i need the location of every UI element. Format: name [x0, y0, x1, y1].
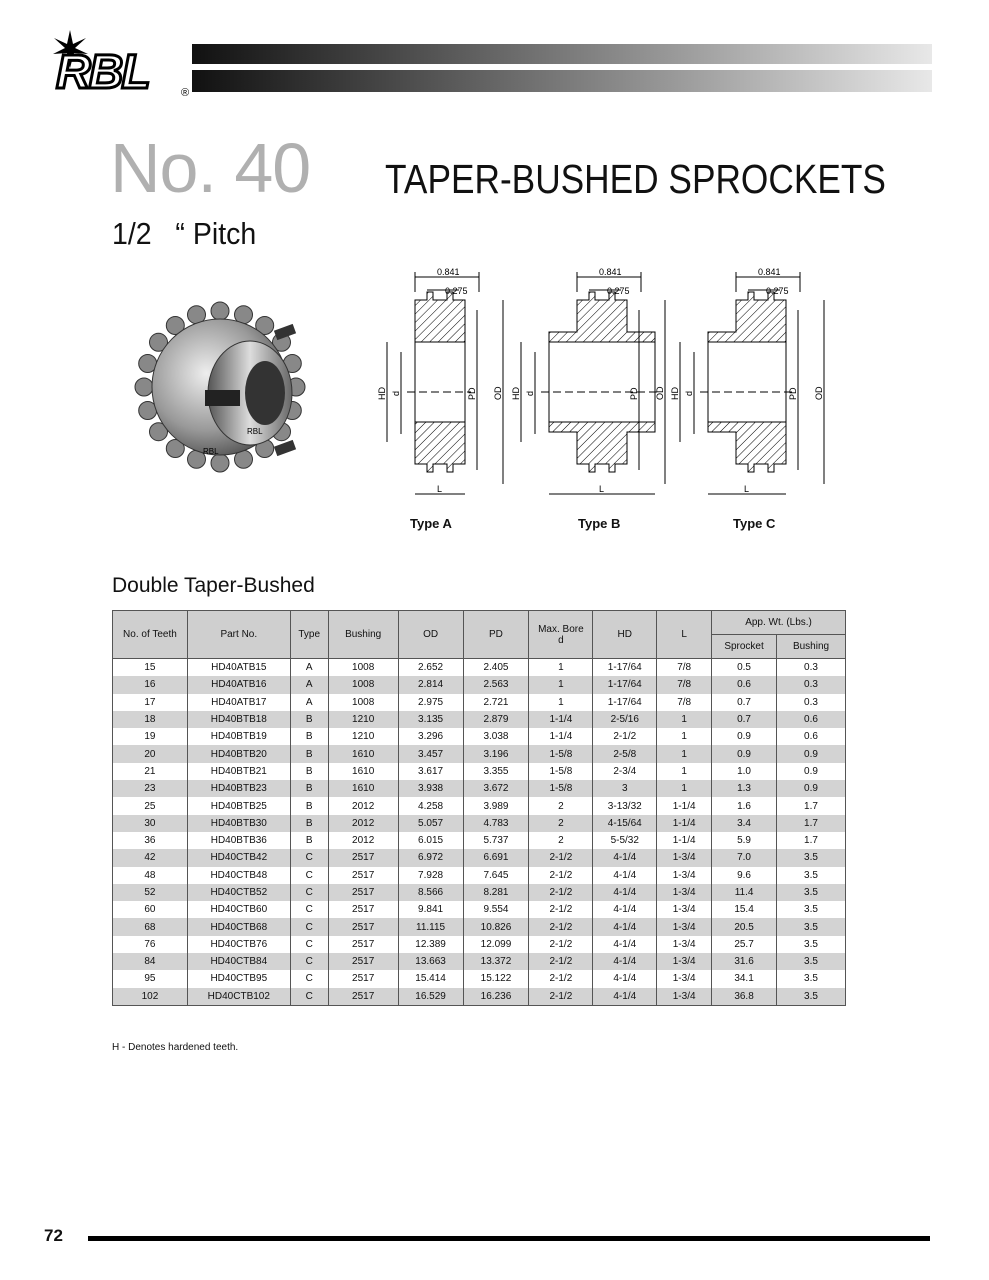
table-cell: 4-1/4	[593, 867, 657, 884]
table-cell: 2-1/2	[529, 936, 593, 953]
table-cell: HD40CTB84	[187, 953, 290, 970]
table-cell: 1-17/64	[593, 676, 657, 693]
col-header-bushing: Bushing	[328, 611, 398, 659]
col-header-weight: App. Wt. (Lbs.)	[712, 611, 846, 635]
table-cell: 5-5/32	[593, 832, 657, 849]
product-number: No. 40	[110, 129, 311, 207]
table-cell: 4-1/4	[593, 988, 657, 1006]
table-cell: 1.7	[777, 815, 846, 832]
table-cell: 5.057	[398, 815, 463, 832]
svg-text:®: ®	[181, 87, 190, 99]
table-cell: HD40ATB15	[187, 659, 290, 677]
table-cell: 0.7	[712, 694, 777, 711]
dim-l: L	[599, 484, 605, 494]
table-cell: 1.3	[712, 780, 777, 797]
table-cell: 5.9	[712, 832, 777, 849]
table-cell: 1-3/4	[657, 918, 712, 935]
table-cell: 4.258	[398, 797, 463, 814]
dim-od: OD	[493, 386, 503, 400]
dim-hd: HD	[377, 387, 387, 400]
table-cell: B	[290, 797, 328, 814]
table-cell: 2517	[328, 988, 398, 1006]
diagram-type-a	[365, 262, 525, 507]
table-cell: 6.691	[463, 849, 529, 866]
table-cell: 19	[113, 728, 188, 745]
dim-pd: PD	[467, 387, 477, 400]
table-cell: C	[290, 970, 328, 987]
col-header-hd: HD	[593, 611, 657, 659]
table-cell: 2-5/8	[593, 745, 657, 762]
table-cell: 0.3	[777, 659, 846, 677]
table-cell: 2-1/2	[529, 884, 593, 901]
table-cell: 3.989	[463, 797, 529, 814]
table-cell: 3.457	[398, 745, 463, 762]
type-c-label: Type C	[733, 516, 776, 531]
table-cell: 3.196	[463, 745, 529, 762]
table-cell: 1210	[328, 711, 398, 728]
table-cell: HD40BTB19	[187, 728, 290, 745]
table-row	[113, 676, 846, 693]
photo-label: RBL	[247, 427, 263, 436]
table-cell: A	[290, 659, 328, 677]
table-row	[113, 694, 846, 711]
table-cell: 9.554	[463, 901, 529, 918]
table-cell: A	[290, 676, 328, 693]
table-cell: 3.672	[463, 780, 529, 797]
diagram-type-c	[670, 262, 846, 507]
col-header-teeth: No. of Teeth	[113, 611, 188, 659]
table-cell: 2517	[328, 849, 398, 866]
table-cell: 1-1/4	[657, 832, 712, 849]
table-cell: 2517	[328, 867, 398, 884]
table-row	[113, 659, 846, 677]
pitch-unit: “ Pitch	[175, 216, 257, 251]
table-cell: 3.5	[777, 953, 846, 970]
svg-text:RBL: RBL	[56, 46, 149, 99]
table-cell: 1-3/4	[657, 901, 712, 918]
table-cell: 0.6	[777, 728, 846, 745]
table-cell: 1.0	[712, 763, 777, 780]
table-cell: HD40ATB17	[187, 694, 290, 711]
sprocket-table	[112, 610, 846, 1006]
table-cell: 9.6	[712, 867, 777, 884]
table-cell: 12.389	[398, 936, 463, 953]
table-cell: 2-1/2	[529, 988, 593, 1006]
table-cell: 31.6	[712, 953, 777, 970]
table-cell: 2517	[328, 970, 398, 987]
table-cell: B	[290, 711, 328, 728]
table-row	[113, 953, 846, 970]
table-cell: 7.928	[398, 867, 463, 884]
table-cell: 102	[113, 988, 188, 1006]
table-cell: 0.9	[712, 745, 777, 762]
table-cell: 4-1/4	[593, 849, 657, 866]
table-cell: 4-1/4	[593, 970, 657, 987]
table-cell: 15.414	[398, 970, 463, 987]
table-cell: 1-1/4	[657, 797, 712, 814]
pitch-label	[112, 216, 256, 252]
table-cell: 2.879	[463, 711, 529, 728]
page-number: 72	[44, 1226, 63, 1245]
table-cell: 17	[113, 694, 188, 711]
table-cell: 21	[113, 763, 188, 780]
table-cell: C	[290, 867, 328, 884]
table-row	[113, 763, 846, 780]
table-cell: 13.372	[463, 953, 529, 970]
table-cell: 2.563	[463, 676, 529, 693]
table-cell: 76	[113, 936, 188, 953]
table-cell: A	[290, 694, 328, 711]
table-cell: 0.9	[777, 780, 846, 797]
table-cell: 3	[593, 780, 657, 797]
table-cell: 0.6	[777, 711, 846, 728]
table-cell: 1008	[328, 694, 398, 711]
table-cell: HD40CTB76	[187, 936, 290, 953]
table-cell: HD40BTB36	[187, 832, 290, 849]
table-row	[113, 832, 846, 849]
table-cell: 2517	[328, 884, 398, 901]
dim-l: L	[437, 484, 443, 494]
table-cell: 20	[113, 745, 188, 762]
col-header-bore	[529, 611, 593, 659]
table-cell: 2	[529, 832, 593, 849]
footnote: H - Denotes hardened teeth.	[112, 1042, 239, 1053]
table-cell: 7.0	[712, 849, 777, 866]
table-cell: 12.099	[463, 936, 529, 953]
table-row	[113, 728, 846, 745]
table-cell: 3.938	[398, 780, 463, 797]
table-cell: 36.8	[712, 988, 777, 1006]
col-header-l: L	[657, 611, 712, 659]
table-cell: 0.9	[777, 745, 846, 762]
table-cell: C	[290, 988, 328, 1006]
table-cell: 2	[529, 797, 593, 814]
table-cell: 3.617	[398, 763, 463, 780]
col-header-type: Type	[290, 611, 328, 659]
table-cell: 20.5	[712, 918, 777, 935]
table-cell: 4-1/4	[593, 936, 657, 953]
col-header-od: OD	[398, 611, 463, 659]
table-cell: 3.135	[398, 711, 463, 728]
table-cell: 10.826	[463, 918, 529, 935]
col-header-pd: PD	[463, 611, 529, 659]
table-cell: 1	[529, 676, 593, 693]
dim-tooth: 0.275	[445, 286, 468, 296]
col-header-part: Part No.	[187, 611, 290, 659]
table-cell: 1	[657, 763, 712, 780]
table-cell: 1-3/4	[657, 953, 712, 970]
table-cell: 1	[529, 694, 593, 711]
footer-rule	[88, 1236, 930, 1241]
dim-hd: HD	[670, 387, 680, 400]
table-cell: 60	[113, 901, 188, 918]
table-cell: 36	[113, 832, 188, 849]
table-cell: 1610	[328, 763, 398, 780]
table-cell: 34.1	[712, 970, 777, 987]
table-cell: C	[290, 953, 328, 970]
table-cell: HD40CTB48	[187, 867, 290, 884]
dim-d: d	[684, 390, 694, 396]
type-a-label: Type A	[410, 516, 452, 531]
dim-overall: 0.841	[758, 267, 781, 277]
table-cell: HD40BTB23	[187, 780, 290, 797]
table-cell: 1610	[328, 745, 398, 762]
table-cell: 11.4	[712, 884, 777, 901]
table-cell: 15.122	[463, 970, 529, 987]
table-cell: HD40CTB95	[187, 970, 290, 987]
table-cell: 0.5	[712, 659, 777, 677]
table-cell: 3.5	[777, 970, 846, 987]
table-cell: C	[290, 849, 328, 866]
table-cell: 7/8	[657, 659, 712, 677]
table-row	[113, 797, 846, 814]
col-header-wt-sprocket: Sprocket	[712, 635, 777, 659]
rbl-logo	[48, 30, 193, 100]
table-cell: 2	[529, 815, 593, 832]
dim-tooth: 0.275	[766, 286, 789, 296]
table-cell: 1-3/4	[657, 884, 712, 901]
table-row	[113, 815, 846, 832]
table-cell: 4-1/4	[593, 953, 657, 970]
table-cell: 2-5/16	[593, 711, 657, 728]
table-cell: 2012	[328, 815, 398, 832]
table-cell: 15	[113, 659, 188, 677]
table-cell: B	[290, 728, 328, 745]
table-cell: 4.783	[463, 815, 529, 832]
dim-d: d	[525, 390, 535, 396]
dim-overall: 0.841	[599, 267, 622, 277]
header-bar-top	[192, 44, 932, 64]
section-title: Double Taper-Bushed	[112, 574, 315, 597]
table-cell: 1	[657, 711, 712, 728]
table-cell: 48	[113, 867, 188, 884]
table-cell: 3.355	[463, 763, 529, 780]
table-cell: 1-3/4	[657, 988, 712, 1006]
dim-l: L	[744, 484, 750, 494]
table-row	[113, 988, 846, 1006]
table-cell: 2517	[328, 901, 398, 918]
table-cell: B	[290, 745, 328, 762]
table-cell: 2.721	[463, 694, 529, 711]
table-cell: HD40CTB102	[187, 988, 290, 1006]
table-cell: B	[290, 763, 328, 780]
table-cell: 8.566	[398, 884, 463, 901]
table-cell: 23	[113, 780, 188, 797]
dim-hd: HD	[511, 387, 521, 400]
table-cell: 2-1/2	[529, 918, 593, 935]
table-cell: 1	[529, 659, 593, 677]
table-cell: 2-1/2	[529, 970, 593, 987]
table-cell: 4-1/4	[593, 884, 657, 901]
table-cell: 3.5	[777, 867, 846, 884]
table-row	[113, 711, 846, 728]
table-cell: 8.281	[463, 884, 529, 901]
table-row	[113, 780, 846, 797]
table-cell: 4-15/64	[593, 815, 657, 832]
table-cell: 13.663	[398, 953, 463, 970]
table-cell: 1	[657, 728, 712, 745]
table-row	[113, 901, 846, 918]
table-cell: 4-1/4	[593, 918, 657, 935]
table-cell: 1008	[328, 659, 398, 677]
sprocket-photo	[135, 295, 305, 490]
table-cell: 52	[113, 884, 188, 901]
table-cell: 2-1/2	[529, 953, 593, 970]
table-cell: 1-1/4	[529, 728, 593, 745]
table-cell: 15.4	[712, 901, 777, 918]
table-cell: HD40BTB30	[187, 815, 290, 832]
table-cell: 3-13/32	[593, 797, 657, 814]
table-cell: 0.6	[712, 676, 777, 693]
table-cell: 2517	[328, 918, 398, 935]
table-cell: 2.814	[398, 676, 463, 693]
table-cell: 3.296	[398, 728, 463, 745]
table-cell: C	[290, 884, 328, 901]
table-cell: 2012	[328, 832, 398, 849]
table-cell: 1610	[328, 780, 398, 797]
dim-d: d	[391, 390, 401, 396]
table-cell: HD40CTB52	[187, 884, 290, 901]
table-cell: C	[290, 918, 328, 935]
table-cell: 7.645	[463, 867, 529, 884]
table-cell: 5.737	[463, 832, 529, 849]
table-cell: 6.972	[398, 849, 463, 866]
table-cell: 2-3/4	[593, 763, 657, 780]
dim-pd: PD	[788, 387, 798, 400]
bore-sub: d	[558, 634, 564, 646]
type-b-label: Type B	[578, 516, 621, 531]
table-cell: 3.5	[777, 884, 846, 901]
table-cell: 0.3	[777, 676, 846, 693]
table-cell: 3.038	[463, 728, 529, 745]
table-cell: 3.5	[777, 936, 846, 953]
table-cell: B	[290, 815, 328, 832]
dim-od: OD	[814, 386, 824, 400]
table-cell: 1-5/8	[529, 780, 593, 797]
table-cell: 2.652	[398, 659, 463, 677]
table-cell: 3.5	[777, 849, 846, 866]
table-cell: 18	[113, 711, 188, 728]
table-cell: HD40CTB68	[187, 918, 290, 935]
table-cell: 95	[113, 970, 188, 987]
table-row	[113, 884, 846, 901]
diagram-type-b	[511, 262, 687, 507]
table-cell: 2517	[328, 953, 398, 970]
table-cell: HD40CTB60	[187, 901, 290, 918]
table-row	[113, 970, 846, 987]
table-cell: 3.5	[777, 901, 846, 918]
table-cell: 30	[113, 815, 188, 832]
table-cell: 0.7	[712, 711, 777, 728]
table-cell: 1	[657, 780, 712, 797]
table-cell: 1-5/8	[529, 763, 593, 780]
table-cell: HD40ATB16	[187, 676, 290, 693]
header-bar-bottom	[192, 70, 932, 92]
table-cell: B	[290, 832, 328, 849]
table-cell: 11.115	[398, 918, 463, 935]
table-cell: 1.6	[712, 797, 777, 814]
table-cell: 16	[113, 676, 188, 693]
table-cell: 16.529	[398, 988, 463, 1006]
table-cell: HD40BTB21	[187, 763, 290, 780]
table-cell: HD40BTB25	[187, 797, 290, 814]
table-cell: 1-3/4	[657, 970, 712, 987]
table-cell: C	[290, 936, 328, 953]
table-cell: 9.841	[398, 901, 463, 918]
table-cell: 1-1/4	[657, 815, 712, 832]
dim-tooth: 0.275	[607, 286, 630, 296]
table-cell: 1-3/4	[657, 936, 712, 953]
table-cell: 1-5/8	[529, 745, 593, 762]
dim-pd: PD	[629, 387, 639, 400]
table-cell: 1-17/64	[593, 659, 657, 677]
table-cell: 1-3/4	[657, 849, 712, 866]
table-row	[113, 936, 846, 953]
table-cell: 7/8	[657, 676, 712, 693]
table-row	[113, 849, 846, 866]
table-cell: 0.9	[712, 728, 777, 745]
table-cell: 2012	[328, 797, 398, 814]
table-row	[113, 918, 846, 935]
table-cell: 1008	[328, 676, 398, 693]
table-cell: 2-1/2	[529, 901, 593, 918]
table-cell: 1210	[328, 728, 398, 745]
col-header-wt-bushing: Bushing	[777, 635, 846, 659]
photo-label: RBL	[203, 447, 219, 456]
dim-od: OD	[655, 386, 665, 400]
table-cell: 3.4	[712, 815, 777, 832]
table-cell: 4-1/4	[593, 901, 657, 918]
table-cell: C	[290, 901, 328, 918]
bore-label: Max. Bore	[538, 623, 584, 635]
table-cell: 1-17/64	[593, 694, 657, 711]
table-cell: 25.7	[712, 936, 777, 953]
table-cell: 2-1/2	[529, 849, 593, 866]
dim-overall: 0.841	[437, 267, 460, 277]
table-cell: 1-1/4	[529, 711, 593, 728]
pitch-value: 1/2	[112, 216, 152, 251]
table-cell: 3.5	[777, 988, 846, 1006]
table-cell: 1	[657, 745, 712, 762]
table-cell: 2.405	[463, 659, 529, 677]
table-cell: 1.7	[777, 797, 846, 814]
table-cell: 0.3	[777, 694, 846, 711]
table-row	[113, 745, 846, 762]
table-cell: HD40BTB18	[187, 711, 290, 728]
table-cell: 2-1/2	[529, 867, 593, 884]
table-cell: B	[290, 780, 328, 797]
table-cell: HD40CTB42	[187, 849, 290, 866]
table-row	[113, 867, 846, 884]
table-cell: 2-1/2	[593, 728, 657, 745]
table-cell: HD40BTB20	[187, 745, 290, 762]
table-cell: 68	[113, 918, 188, 935]
table-cell: 7/8	[657, 694, 712, 711]
table-cell: 0.9	[777, 763, 846, 780]
table-cell: 1.7	[777, 832, 846, 849]
page-title: TAPER-BUSHED SPROCKETS	[385, 156, 886, 202]
table-cell: 6.015	[398, 832, 463, 849]
table-cell: 16.236	[463, 988, 529, 1006]
table-cell: 42	[113, 849, 188, 866]
table-cell: 2.975	[398, 694, 463, 711]
table-cell: 3.5	[777, 918, 846, 935]
table-cell: 1-3/4	[657, 867, 712, 884]
table-cell: 84	[113, 953, 188, 970]
table-cell: 2517	[328, 936, 398, 953]
table-cell: 25	[113, 797, 188, 814]
